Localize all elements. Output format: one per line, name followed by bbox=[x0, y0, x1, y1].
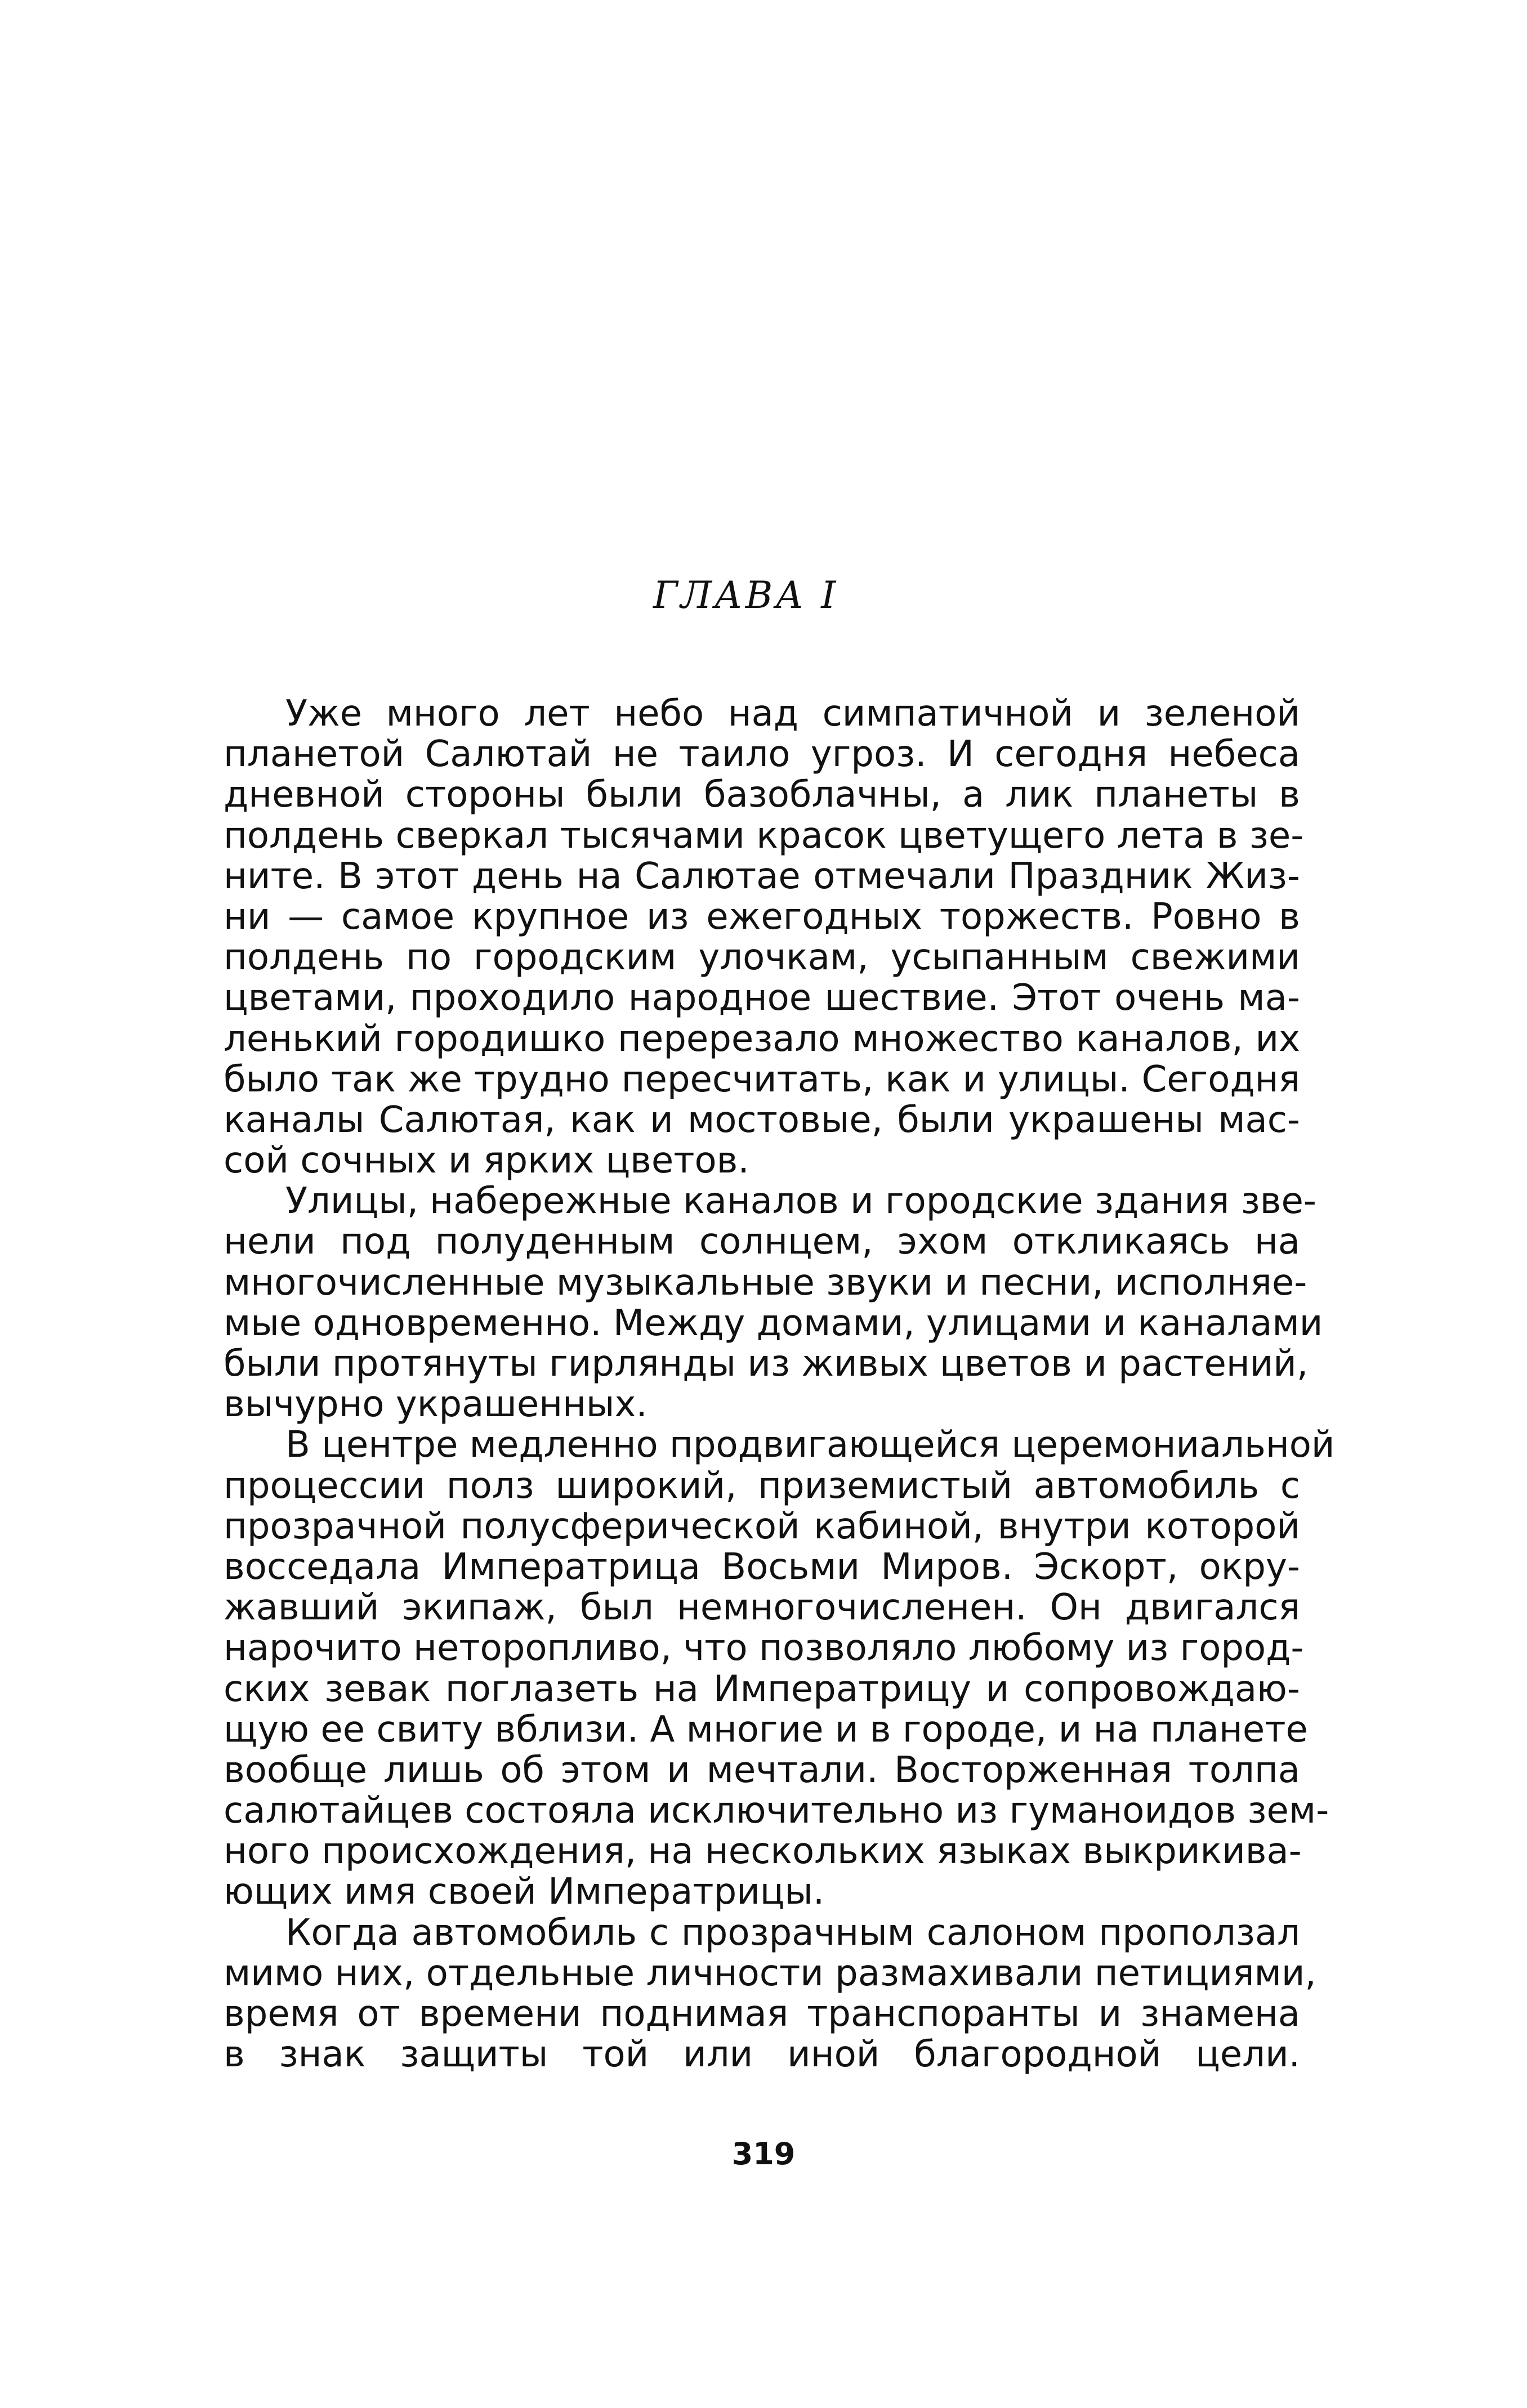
paragraph bbox=[224, 1912, 1316, 2076]
text-line: многочисленные музыкальные звуки и песни, исполняе- bbox=[224, 1261, 1307, 1304]
text-line: цветами, проходило народное шествие. Этот очень ма- bbox=[224, 977, 1300, 1019]
text-line: прозрачной полусферической кабиной, внутри которой bbox=[224, 1505, 1300, 1547]
text-line: нели под полуденным солнцем, эхом откликаясь на bbox=[224, 1221, 1300, 1263]
text-line: восседала Императрица Восьми Миров. Эскорт, окру- bbox=[224, 1546, 1300, 1588]
text-line: было так же трудно пересчитать, как и улицы. Сегодня bbox=[224, 1058, 1300, 1100]
paragraph bbox=[224, 1180, 1323, 1426]
text-line: В центре медленно продвигающейся церемониальной bbox=[285, 1424, 1335, 1466]
text-line: время от времени поднимая транспоранты и знамена bbox=[224, 1993, 1300, 2035]
text-line: щую ее свиту вблизи. А многие и в городе, и на планете bbox=[224, 1708, 1308, 1751]
text-line: ских зевак поглазеть на Императрицу и сопровождаю- bbox=[224, 1668, 1300, 1710]
paragraph bbox=[224, 693, 1304, 1182]
text-line: ните. В этот день на Салютае отмечали Праздник Жиз- bbox=[224, 855, 1300, 897]
text-line: процессии полз широкий, приземистый автомобиль с bbox=[224, 1465, 1300, 1507]
chapter-heading: ГЛАВА I bbox=[653, 574, 839, 617]
text-line: были протянуты гирлянды из живых цветов и растений, bbox=[224, 1343, 1309, 1385]
text-line: ни — самое крупное из ежегодных торжеств. Ровно в bbox=[224, 896, 1300, 938]
text-line: Когда автомобиль с прозрачным салоном проползал bbox=[285, 1912, 1300, 1954]
text-line: каналы Салютая, как и мостовые, были украшены мас- bbox=[224, 1099, 1300, 1141]
text-line: мые одновременно. Между домами, улицами и каналами bbox=[224, 1302, 1323, 1344]
text-line: планетой Салютай не таило угроз. И сегодня небеса bbox=[224, 733, 1300, 776]
text-line: мимо них, отдельные личности размахивали петициями, bbox=[224, 1952, 1316, 1994]
text-line: ного происхождения, на нескольких языках выкрикива- bbox=[224, 1830, 1302, 1873]
page-number: 319 bbox=[731, 2136, 796, 2172]
text-line: полдень по городским улочкам, усыпанным свежими bbox=[224, 937, 1300, 979]
text-line: вообще лишь об этом и мечтали. Восторженная толпа bbox=[224, 1749, 1300, 1791]
text-line: сой сочных и ярких цветов. bbox=[224, 1140, 749, 1182]
paragraph bbox=[224, 1424, 1335, 1913]
text-line: Уже много лет небо над симпатичной и зеленой bbox=[285, 693, 1300, 735]
text-line: вычурно украшенных. bbox=[224, 1384, 648, 1426]
chapter-text bbox=[224, 693, 1335, 2076]
text-line: дневной стороны были базоблачны, а лик планеты в bbox=[224, 774, 1300, 816]
text-line: Улицы, набережные каналов и городские здания зве- bbox=[285, 1180, 1316, 1223]
text-line: нарочито неторопливо, что позволяло любому из город- bbox=[224, 1627, 1304, 1670]
text-line: ленький городишко перерезало множество каналов, их bbox=[224, 1018, 1300, 1060]
text-line: жавший экипаж, был немногочисленен. Он двигался bbox=[224, 1587, 1300, 1629]
text-line: полдень сверкал тысячами красок цветущего лета в зе- bbox=[224, 814, 1304, 857]
text-line: ющих имя своей Императрицы. bbox=[224, 1871, 825, 1913]
text-line: в знак защиты той или иной благородной цели. bbox=[224, 2034, 1300, 2076]
text-line: салютайцев состояла исключительно из гуманоидов зем- bbox=[224, 1790, 1329, 1832]
